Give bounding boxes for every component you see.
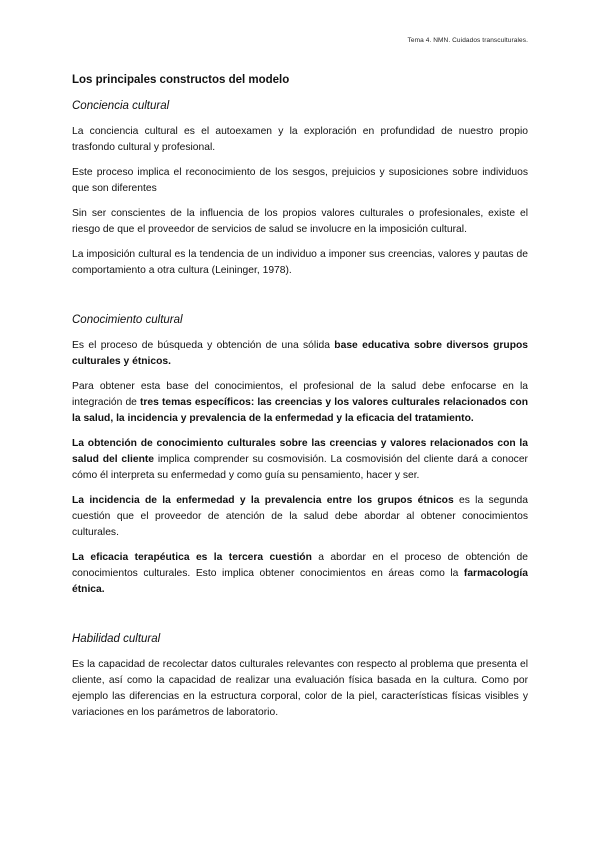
text-run: es la segunda cuestión que el proveedor de atención de la salud debe abordar al obtener conocimientos culturales. [72,495,529,538]
paragraph [72,550,528,598]
text-run: implica comprender su cosmovisión. La cosmovisión del cliente dará a conocer cómo él interpreta su enfermedad y como guía su pensamiento, hacer y ser. [72,454,528,481]
paragraph [72,436,528,484]
bold-text: La obtención de conocimiento culturales sobre las creencias y valores relacionados con la salud del cliente [72,438,528,465]
bold-text: farmacología étnica. [72,568,528,595]
text-run: a abordar en el proceso de obtención de conocimientos culturales. Esto implica obtener conocimientos en áreas como la [72,552,528,579]
paragraph: Es la capacidad de recolectar datos culturales relevantes con respecto al problema que presenta el cliente, así como la capacidad de realizar una evaluación física basada en la cultura. Como por ejemplo las diferencias en la estructura corporal, color de la piel, características físicas visibles y variaciones en los parámetros de laboratorio. [72,659,528,718]
paragraph [72,493,528,541]
paragraph [72,338,528,370]
bold-text: La incidencia de la enfermedad y la prevalencia entre los grupos étnicos [72,495,454,506]
paragraph: Este proceso implica el reconocimiento de los sesgos, prejuicios y suposiciones sobre individuos que son diferentes [72,167,528,194]
paragraph: Sin ser conscientes de la influencia de los propios valores culturales o profesionales, existe el riesgo de que el proveedor de servicios de salud se involucre en la imposición cultural. [72,208,528,235]
text-run: Es el proceso de búsqueda y obtención de una sólida [72,340,335,351]
bold-text: base educativa sobre diversos grupos culturales y étnicos. [72,340,528,367]
running-header: Tema 4. NMN. Cuidados transculturales. [407,37,528,44]
section-heading-conocimiento: Conocimiento cultural [72,314,183,326]
paragraph: La conciencia cultural es el autoexamen y la exploración en profundidad de nuestro propio trasfondo cultural y profesional. [72,126,528,153]
page-content [72,73,528,721]
paragraph [72,379,528,427]
section-heading-conciencia: Conciencia cultural [72,100,170,112]
bold-text: tres temas específicos: las creencias y los valores culturales relacionados con la salud, la incidencia y prevalencia de la enfermedad y la eficacia del tratamiento. [72,397,528,424]
paragraph: La imposición cultural es la tendencia de un individuo a imponer sus creencias, valores y pautas de comportamiento a otra cultura (Leininger, 1978). [72,249,528,276]
text-run: Para obtener esta base del conocimientos, el profesional de la salud debe enfocarse en la integración de [72,381,528,408]
section-heading-habilidad: Habilidad cultural [72,633,161,645]
bold-text: La eficacia terapéutica es la tercera cuestión [72,552,312,563]
page-title: Los principales constructos del modelo [72,74,290,86]
